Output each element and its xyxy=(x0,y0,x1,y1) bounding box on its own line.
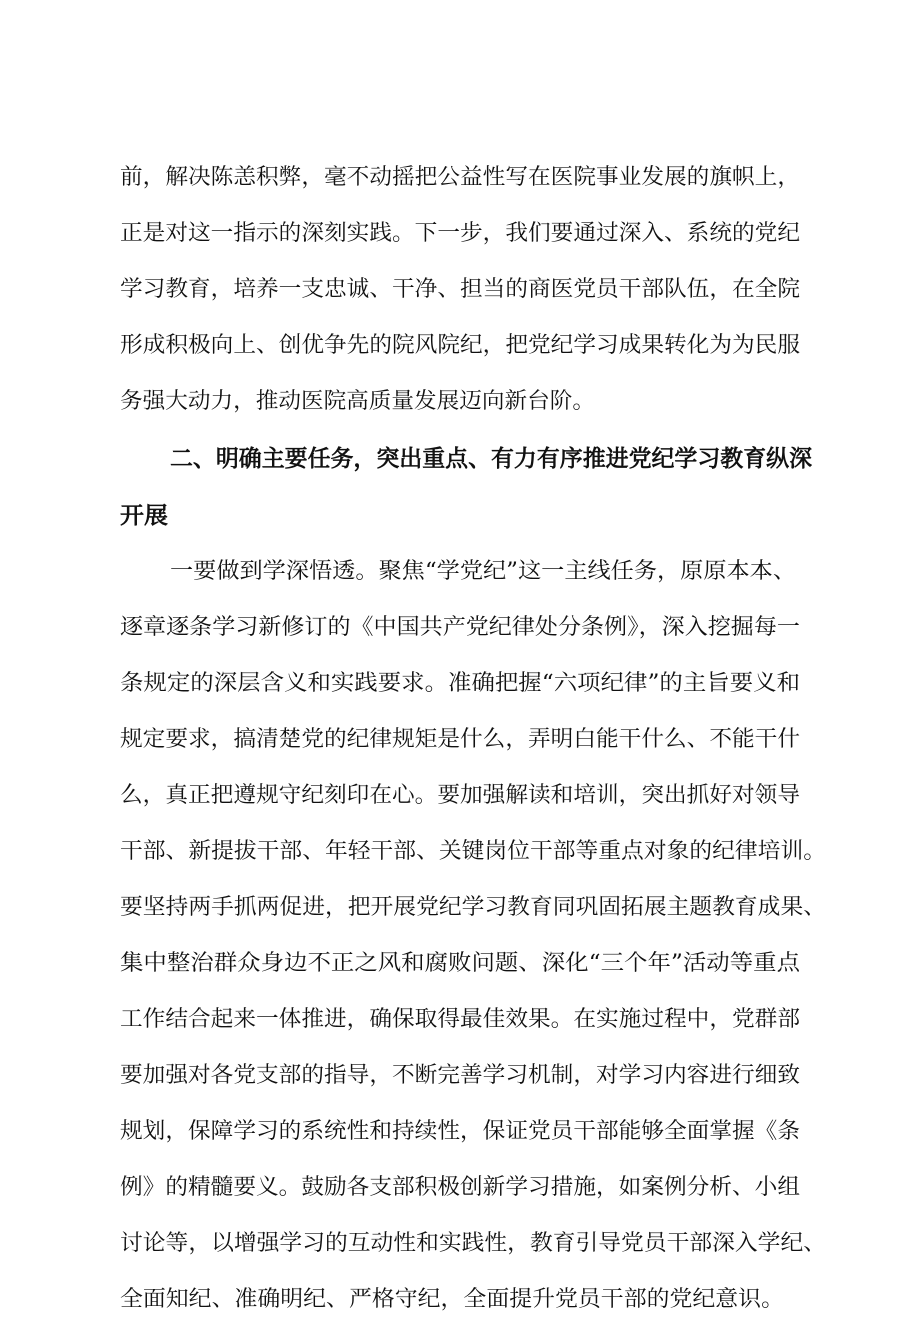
body-line-13: 讨论等，以增强学习的互动性和实践性，教育引导党员干部深入学纪、 xyxy=(120,1231,827,1256)
body-line-5: 么，真正把遵规守纪刻印在心。要加强解读和培训，突出抓好对领导 xyxy=(120,783,801,808)
body-line-3: 条规定的深层含义和实践要求。准确把握“六项纪律”的主旨要义和 xyxy=(120,671,801,696)
body-line-8: 集中整治群众身边不正之风和腐败问题、深化“三个年”活动等重点 xyxy=(120,951,801,976)
intro-line-4: 形成积极向上、创优争先的院风院纪，把党纪学习成果转化为为民服 xyxy=(120,333,801,358)
body-line-4: 规定要求，搞清楚党的纪律规矩是什么，弄明白能干什么、不能干什 xyxy=(120,727,801,752)
body-line-6: 干部、新提拔干部、年轻干部、关键岗位干部等重点对象的纪律培训。 xyxy=(120,839,827,864)
body-line-2: 逐章逐条学习新修订的《中国共产党纪律处分条例》，深入挖掘每一 xyxy=(120,615,800,640)
intro-line-5: 务强大动力，推动医院高质量发展迈向新台阶。 xyxy=(120,389,595,414)
body-line-10: 要加强对各党支部的指导，不断完善学习机制，对学习内容进行细致 xyxy=(120,1063,801,1088)
body-line-14: 全面知纪、准确明纪、严格守纪，全面提升党员干部的党纪意识。 xyxy=(120,1287,784,1312)
intro-line-3: 学习教育，培养一支忠诚、干净、担当的商医党员干部队伍，在全院 xyxy=(120,277,801,302)
body-line-11: 规划，保障学习的系统性和持续性，保证党员干部能够全面掌握《条 xyxy=(120,1119,801,1144)
section-heading-line-2: 开展 xyxy=(120,503,169,529)
intro-line-1: 前，解决陈恙积弊，毫不动摇把公益性写在医院事业发展的旗帜上， xyxy=(120,165,801,190)
body-line-1: 一要做到学深悟透。聚焦“学党纪”这一主线任务，原原本本、 xyxy=(170,559,797,584)
body-line-7: 要坚持两手抓两促进，把开展党纪学习教育同巩固拓展主题教育成果、 xyxy=(120,895,827,920)
body-line-9: 工作结合起来一体推进，确保取得最佳效果。在实施过程中，党群部 xyxy=(120,1007,801,1032)
intro-line-2: 正是对这一指示的深刻实践。下一步，我们要通过深入、系统的党纪 xyxy=(120,221,801,246)
section-heading-line-1: 二、明确主要任务，突出重点、有力有序推进党纪学习教育纵深 xyxy=(170,446,813,472)
body-line-12: 例》的精髓要义。鼓励各支部积极创新学习措施，如案例分析、小组 xyxy=(120,1175,801,1200)
